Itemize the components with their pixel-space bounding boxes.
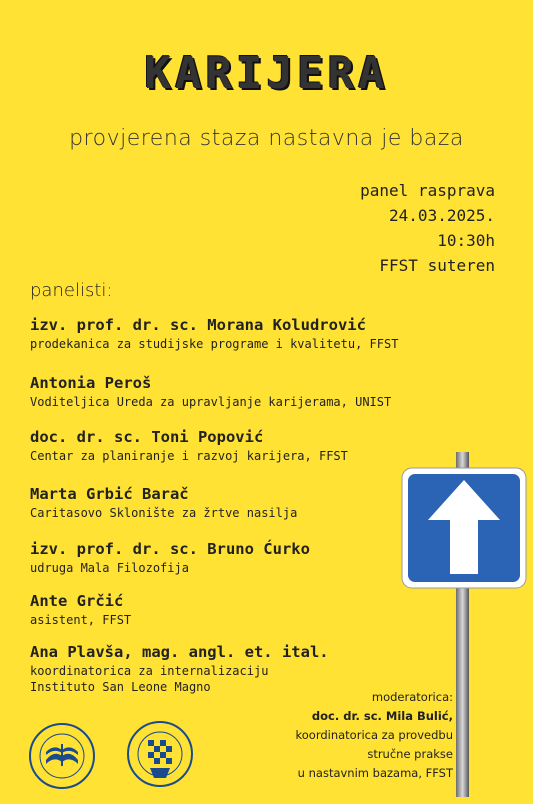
event-date: 24.03.2025. [389,206,495,225]
university-of-split-logo [28,722,96,790]
page-title: KARIJERA [144,48,389,99]
moderator-line3: u nastavnim bazama, FFST [297,766,453,780]
panelist-item [30,540,310,576]
moderator-label: moderatorica: [371,690,453,704]
panelist-name: doc. dr. sc. Toni Popović [30,428,264,446]
panelist-item [30,592,131,628]
panelist-role-line2: Instituto San Leone Magno [30,680,211,694]
event-info [360,178,495,278]
page-subtitle: provjerena staza nastavna je baza [69,126,464,151]
moderator-line1: koordinatorica za provedbu [295,728,453,742]
panelist-role: Caritasovo Sklonište za žrtve nasilja [30,506,298,520]
panelists-label: panelisti: [30,280,113,301]
panelist-role: asistent, FFST [30,613,132,627]
panelist-name: Antonia Peroš [30,374,152,392]
panelist-item [30,374,391,410]
panelist-name: Marta Grbić Barač [30,485,189,503]
panelist-role: Centar za planiranje i razvoj karijera, FFST [30,449,348,463]
panelist-name: Ante Grčić [30,592,124,610]
panelist-item [30,485,297,521]
moderator-name: doc. dr. sc. Mila Bulić, [311,709,453,723]
faculty-of-philosophy-logo [126,718,194,790]
panelist-name: izv. prof. dr. sc. Morana Koludrović [30,316,366,334]
panelist-role: udruga Mala Filozofija [30,561,189,575]
panelist-item [30,428,348,464]
panelist-name: izv. prof. dr. sc. Bruno Ćurko [30,540,310,558]
moderator-block [296,688,454,783]
event-type: panel rasprava [360,181,495,200]
event-time: 10:30h [437,231,495,250]
moderator-line2: stručne prakse [367,747,453,761]
panelist-role: koordinatorica za internalizaciju [30,664,269,678]
panelist-item [30,316,398,352]
event-location: FFST suteren [379,256,495,275]
panelist-item [30,643,329,695]
panelist-role: prodekanica za studijske programe i kvalitetu, FFST [30,337,399,351]
panelist-name: Ana Plavša, mag. angl. et. ital. [30,643,329,661]
panelist-role: Voditeljica Ureda za upravljanje karijerama, UNIST [30,395,392,409]
